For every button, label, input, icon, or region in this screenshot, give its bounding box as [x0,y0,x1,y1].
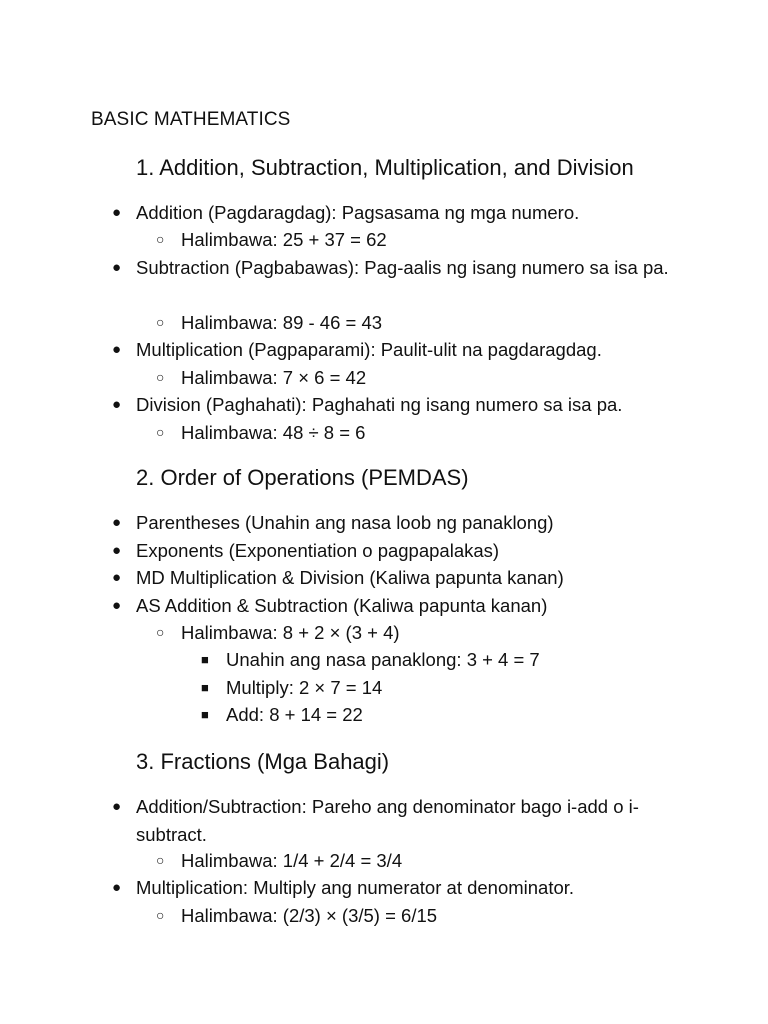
list-item-text: Multiplication: Multiply ang numerator at denominator. [136,877,575,898]
list-item-text: Exponents (Exponentiation o pagpapalakas) [136,540,500,561]
hollow-circle-bullet-icon: ○ [156,624,165,640]
list-item-text: Subtraction (Pagbabawas): Pag-aalis ng isang numero sa isa pa. [136,257,669,278]
filled-circle-bullet-icon: ● [112,542,122,559]
list-item [112,874,676,902]
list-item [112,254,676,282]
hollow-circle-bullet-icon: ○ [156,314,165,330]
hollow-circle-bullet-icon: ○ [156,424,165,440]
filled-circle-bullet-icon: ● [112,341,122,358]
list-item [112,564,676,592]
filled-circle-bullet-icon: ● [112,798,122,815]
list-item-text: Halimbawa: 1/4 + 2/4 = 3/4 [181,850,403,871]
list-item-text: AS Addition & Subtraction (Kaliwa papunta kanan) [136,595,548,616]
list-item-text: Add: 8 + 14 = 22 [226,704,363,725]
list-item-text: Unahin ang nasa panaklong: 3 + 4 = 7 [226,649,540,670]
list-item-text: Addition/Subtraction: Pareho ang denominator bago i-add o i-subtract. [136,796,639,845]
list-item [112,199,676,227]
section-heading: 1. Addition, Subtraction, Multiplication, and Division [136,155,634,180]
list-item [156,364,367,392]
list-item [156,619,400,647]
list-item [112,537,676,565]
list-item-text: Halimbawa: (2/3) × (3/5) = 6/15 [181,905,438,926]
list-item [156,309,383,337]
list-item-text: MD Multiplication & Division (Kaliwa papunta kanan) [136,567,564,588]
hollow-circle-bullet-icon: ○ [156,369,165,385]
filled-square-bullet-icon: ■ [201,707,209,722]
hollow-circle-bullet-icon: ○ [156,907,165,923]
list-item-text: Multiply: 2 × 7 = 14 [226,677,383,698]
list-item [201,701,363,729]
list-item [156,419,366,447]
list-item [201,674,383,702]
filled-circle-bullet-icon: ● [112,514,122,531]
list-item [112,391,676,419]
document-title: BASIC MATHEMATICS [91,109,291,130]
list-item [112,336,676,364]
filled-circle-bullet-icon: ● [112,597,122,614]
filled-circle-bullet-icon: ● [112,204,122,221]
filled-circle-bullet-icon: ● [112,396,122,413]
filled-circle-bullet-icon: ● [112,259,122,276]
list-item-text: Addition (Pagdaragdag): Pagsasama ng mga numero. [136,202,580,223]
list-item-text: Division (Paghahati): Paghahati ng isang numero sa isa pa. [136,394,623,415]
hollow-circle-bullet-icon: ○ [156,231,165,247]
list-item [156,847,403,875]
list-item-text: Halimbawa: 89 - 46 = 43 [181,312,383,333]
list-item [112,793,676,848]
list-item [201,646,540,674]
filled-square-bullet-icon: ■ [201,680,209,695]
filled-circle-bullet-icon: ● [112,569,122,586]
list-item-text: Multiplication (Pagpaparami): Paulit-ulit na pagdaragdag. [136,339,602,360]
section-heading: 3. Fractions (Mga Bahagi) [136,749,390,774]
list-item-text: Parentheses (Unahin ang nasa loob ng panaklong) [136,512,554,533]
list-item [112,592,676,620]
filled-square-bullet-icon: ■ [201,652,209,667]
list-item-text: Halimbawa: 8 + 2 × (3 + 4) [181,622,400,643]
list-item-text: Halimbawa: 25 + 37 = 62 [181,229,387,250]
list-item [156,226,387,254]
list-item-text: Halimbawa: 7 × 6 = 42 [181,367,367,388]
filled-circle-bullet-icon: ● [112,879,122,896]
list-item [112,509,676,537]
hollow-circle-bullet-icon: ○ [156,852,165,868]
list-item [156,902,438,930]
list-item-text: Halimbawa: 48 ÷ 8 = 6 [181,422,366,443]
section-heading: 2. Order of Operations (PEMDAS) [136,465,469,490]
